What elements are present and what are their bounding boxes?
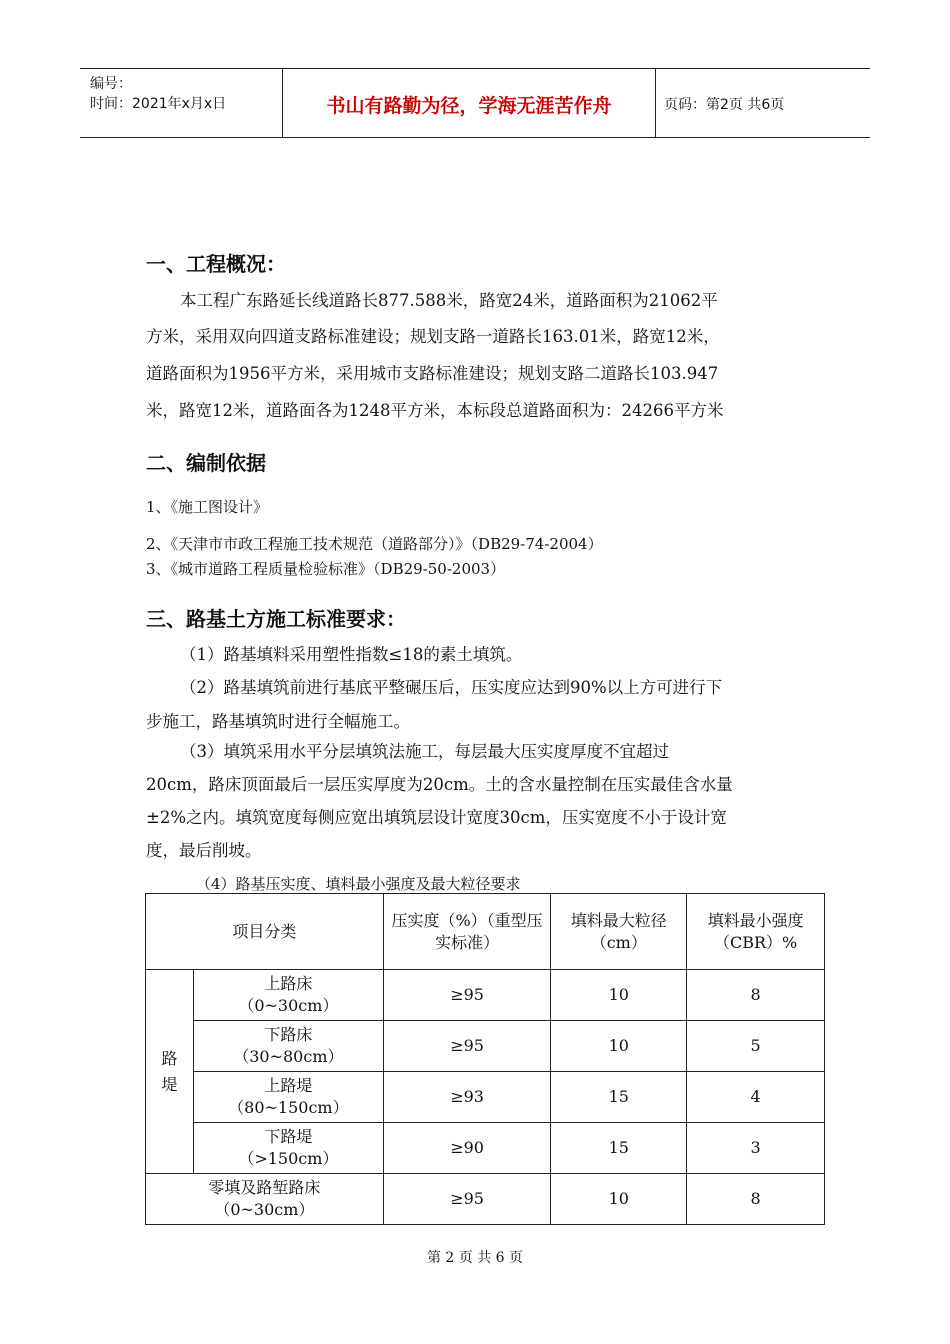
- row-name-text: 下路堤: [264, 1127, 313, 1146]
- section-1-line: 本工程广东路延长线道路长877.588米，路宽24米，道路面积为21062平: [180, 291, 718, 310]
- row-name: [193, 1021, 383, 1072]
- table-header-row: [146, 894, 825, 970]
- page-header: [80, 68, 870, 138]
- page-footer: 第 2 页 共 6 页: [426, 1250, 524, 1266]
- table-row: [146, 970, 825, 1021]
- document-number-label: 编号：: [90, 76, 132, 92]
- table-row: [146, 1123, 825, 1174]
- header-motto: 书山有路勤为径，学海无涯苦作舟: [326, 95, 612, 117]
- table-caption: （4）路基压实度、填料最小强度及最大粒径要求: [196, 875, 521, 893]
- section-3-line: 度，最后削坡。: [146, 841, 262, 860]
- header-compaction: 压实度（%）（重型压实标准）: [383, 894, 551, 970]
- section-1-line: 米，路宽12米，道路面各为1248平方米，本标段总道路面积为：24266平方米: [146, 401, 724, 420]
- row-size: 15: [551, 1123, 687, 1174]
- section-1-line: 道路面积为1956平方米，采用城市支路标准建设；规划支路二道路长103.947: [146, 364, 719, 383]
- row-strength: 8: [687, 970, 825, 1021]
- section-3-line: （3）填筑采用水平分层填筑法施工，每层最大压实度厚度不宜超过: [180, 742, 669, 761]
- table-row: [146, 1072, 825, 1123]
- row-name-text: 上路床: [264, 974, 313, 993]
- section-3-line: （1）路基填料采用塑性指数≤18的素土填筑。: [180, 645, 523, 664]
- row-name: [193, 970, 383, 1021]
- row-name-text: 下路床: [264, 1025, 313, 1044]
- row-name: [193, 1072, 383, 1123]
- row-compaction: ≥95: [383, 1174, 551, 1225]
- reference-item: 2、《天津市市政工程施工技术规范（道路部分）》（DB29-74-2004）: [146, 535, 603, 553]
- row-strength: 5: [687, 1021, 825, 1072]
- section-3-line: （2）路基填筑前进行基底平整碾压后，压实度应达到90%以上方可进行下: [180, 678, 723, 697]
- header-motto-cell: [282, 69, 656, 137]
- row-range-text: （0~30cm）: [214, 1200, 315, 1219]
- row-name: [193, 1123, 383, 1174]
- row-range-text: （30~80cm）: [233, 1047, 344, 1066]
- document-date-label: 时间：2021年x月x日: [90, 96, 227, 112]
- row-size: 10: [551, 1174, 687, 1225]
- subgrade-spec-table: [145, 893, 825, 1225]
- section-3-title: 三、路基土方施工标准要求：: [146, 607, 406, 631]
- row-name: [146, 1174, 384, 1225]
- row-name-text: 上路堤: [264, 1076, 313, 1095]
- row-size: 10: [551, 1021, 687, 1072]
- row-compaction: ≥93: [383, 1072, 551, 1123]
- group-label-embankment: 路堤: [146, 970, 194, 1174]
- section-1-line: 方米，采用双向四道支路标准建设；规划支路一道路长163.01米，路宽12米，: [146, 327, 720, 346]
- row-range-text: （0~30cm）: [238, 996, 339, 1015]
- row-strength: 3: [687, 1123, 825, 1174]
- table-row: [146, 1021, 825, 1072]
- row-compaction: ≥95: [383, 970, 551, 1021]
- header-meta: [80, 69, 282, 137]
- section-3-line: ±2%之内。填筑宽度每侧应宽出填筑层设计宽度30cm，压实宽度不小于设计宽: [146, 808, 727, 827]
- row-range-text: （>150cm）: [238, 1149, 339, 1168]
- row-name-text: 零填及路堑路床: [208, 1178, 321, 1197]
- row-size: 15: [551, 1072, 687, 1123]
- header-page-number: 页码：第2页 共6页: [664, 97, 785, 113]
- row-compaction: ≥95: [383, 1021, 551, 1072]
- section-3-line: 20cm，路床顶面最后一层压实厚度为20cm。土的含水量控制在压实最佳含水量: [146, 775, 733, 794]
- section-1-title: 一、工程概况：: [146, 252, 286, 276]
- row-compaction: ≥90: [383, 1123, 551, 1174]
- header-item: 项目分类: [146, 894, 384, 970]
- row-strength: 8: [687, 1174, 825, 1225]
- header-max-size: 填料最大粒径（cm）: [551, 894, 687, 970]
- row-strength: 4: [687, 1072, 825, 1123]
- section-3-line: 步施工，路基填筑时进行全幅施工。: [146, 712, 410, 731]
- row-size: 10: [551, 970, 687, 1021]
- row-range-text: （80~150cm）: [228, 1098, 349, 1117]
- reference-item: 1、《施工图设计》: [146, 498, 269, 516]
- reference-item: 3、《城市道路工程质量检验标准》（DB29-50-2003）: [146, 560, 506, 578]
- header-min-strength: 填料最小强度（CBR）%: [687, 894, 825, 970]
- table-row: [146, 1174, 825, 1225]
- section-2-title: 二、编制依据: [146, 451, 266, 475]
